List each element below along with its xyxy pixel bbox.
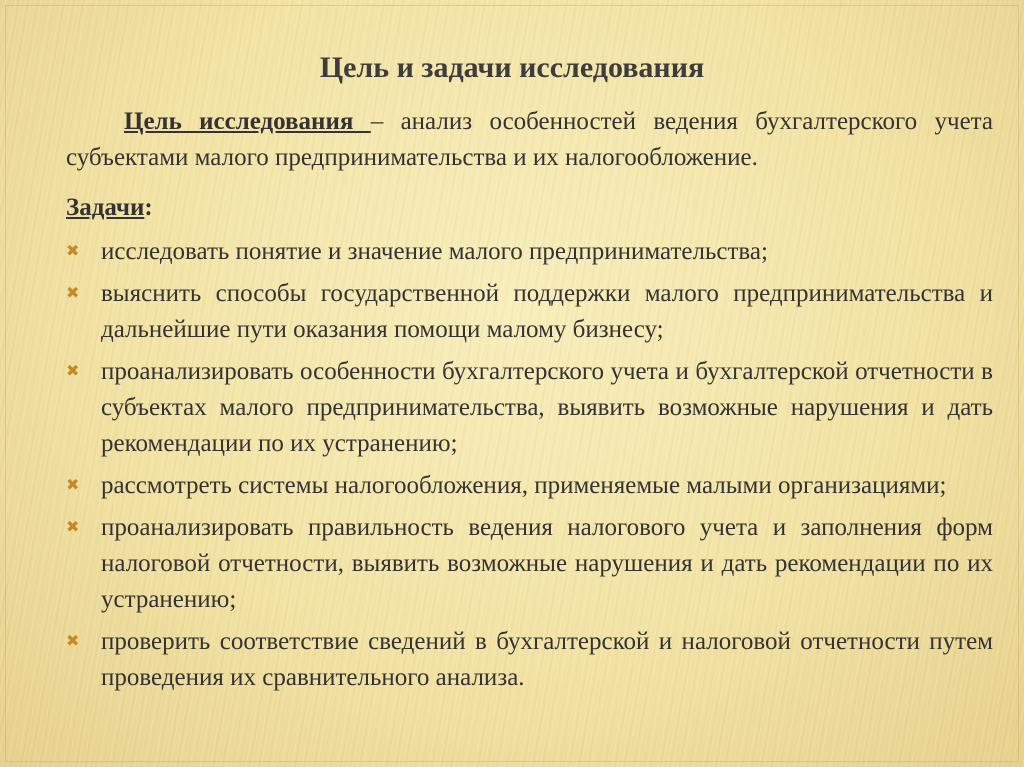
tasks-heading-colon: : — [144, 194, 153, 221]
tasks-heading-label: Задачи — [66, 194, 145, 221]
tasks-list — [62, 234, 993, 702]
goal-text: анализ особенностей ведения бухгалтерского учета субъектами малого предпринимательства и их налогообложение. — [66, 108, 993, 171]
bullet-x-icon: ✖ — [66, 363, 80, 380]
task-item — [62, 234, 993, 270]
task-text: проанализировать правильность ведения налогового учета и заполнения форм налоговой отчетности, выявить возможные нарушения и дать рекомендации по их устранению; — [101, 514, 993, 613]
goal-dash: – — [370, 108, 401, 135]
slide-title: Цель и задачи исследования — [319, 51, 705, 84]
task-item — [62, 354, 993, 462]
task-item — [62, 276, 993, 348]
task-text: исследовать понятие и значение малого предпринимательства; — [101, 238, 768, 265]
task-text: проверить соответствие сведений в бухгалтерской и налоговой отчетности путем проведения их сравнительного анализа. — [101, 628, 993, 691]
tasks-heading — [66, 190, 153, 226]
task-item — [62, 510, 993, 618]
bullet-x-icon: ✖ — [66, 285, 80, 302]
bullet-x-icon: ✖ — [66, 519, 80, 536]
task-text: выяснить способы государственной поддержки малого предпринимательства и дальнейшие пути оказания помощи малому бизнесу; — [101, 280, 993, 343]
task-item — [62, 624, 993, 696]
task-text: рассмотреть системы налогообложения, применяемые малыми организациями; — [101, 472, 947, 499]
bullet-x-icon: ✖ — [66, 633, 80, 650]
bullet-x-icon: ✖ — [66, 477, 80, 494]
bullet-x-icon: ✖ — [66, 243, 80, 260]
task-item — [62, 468, 993, 504]
goal-paragraph — [66, 104, 993, 176]
goal-label: Цель исследования — [124, 108, 371, 135]
task-text: проанализировать особенности бухгалтерского учета и бухгалтерской отчетности в субъектах малого предпринимательства, выявить возможные нарушения и дать рекомендации по их устранению; — [101, 358, 993, 457]
